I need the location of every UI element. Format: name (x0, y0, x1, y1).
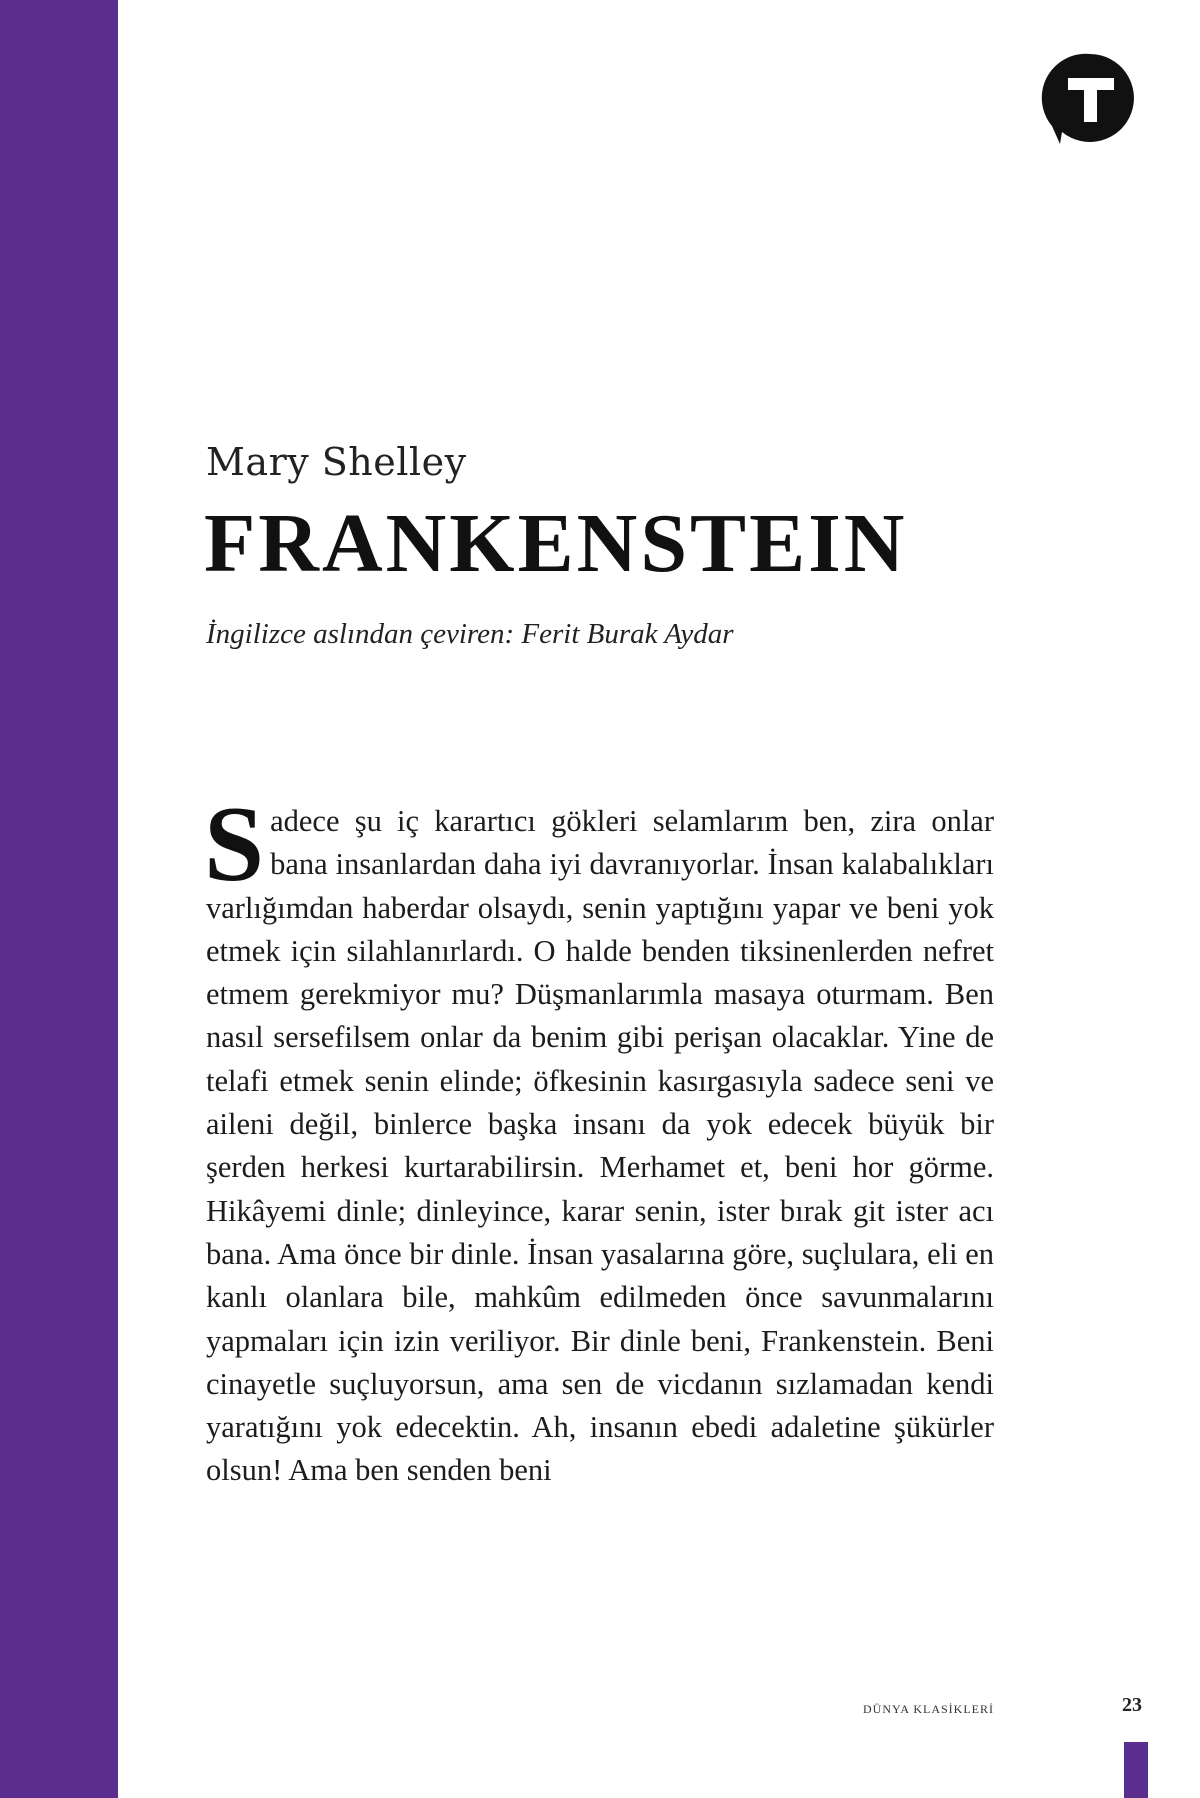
page-number: 23 (1122, 1694, 1142, 1716)
series-name: DÜNYA KLASİKLERİ (863, 1702, 994, 1716)
translator-credit: İngilizce aslından çeviren: Ferit Burak Aydar (206, 618, 734, 650)
excerpt-paragraph (204, 785, 994, 1493)
drop-cap-letter: S (204, 785, 265, 904)
author-name: Mary Shelley (206, 440, 467, 484)
page-edge-marker (1124, 1742, 1148, 1798)
cover-spine-band (0, 0, 118, 1798)
publisher-logo-icon (1040, 48, 1140, 148)
excerpt-text: adece şu iç karartıcı gökleri selamlarım ben, zira onlar bana insanlardan daha iyi davranıyorlar. İnsan kalabalıkları varlığımdan haberdar olsaydı, senin yaptığını yapar ve beni yok etmek için silahlanırlardı. O halde benden tiksinenlerden nefret etmem gerekmiyor mu? Düşmanlarımla masaya oturmam. Ben nasıl sersefilsem onlar da benim gibi perişan olacaklar. Yine de telafi etmek senin elinde; öfkesinin kasırgasıyla sadece seni ve aileni değil, binlerce başka insanı da yok edecek büyük bir şerden herkesi kurtarabilirsin. Merhamet et, beni hor görme. Hikâyemi dinle; dinleyince, karar senin, ister bırak git ister acı bana. Ama önce bir dinle. İnsan yasalarına göre, suçlulara, eli en kanlı olanlara bile, mahkûm edilmeden önce savunmalarını yapmaları için izin veriliyor. Bir dinle beni, Frankenstein. Beni cinayetle suçluyorsun, ama sen de vicdanın sızlamadan kendi yaratığını yok edecektin. Ah, insanın ebedi adaletine şükürler olsun! Ama ben senden beni (206, 804, 994, 1488)
book-title: FRANKENSTEIN (204, 497, 908, 590)
